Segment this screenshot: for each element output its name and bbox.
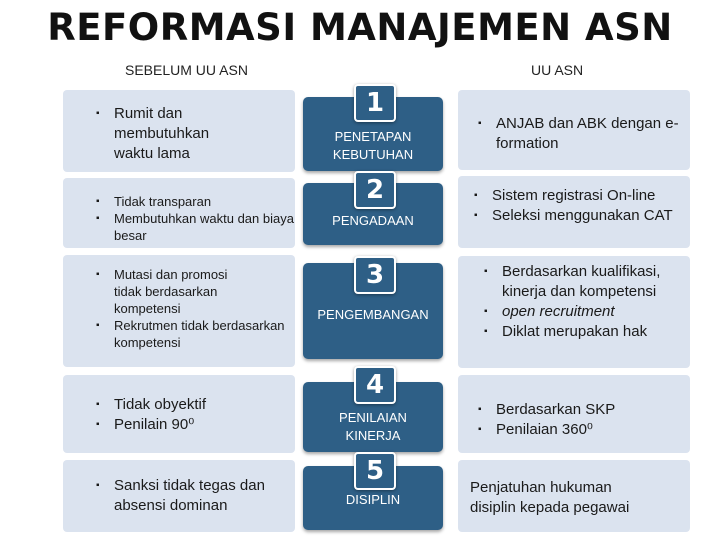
stage-number-1: 1 xyxy=(354,84,396,122)
page-title: REFORMASI MANAJEMEN ASN xyxy=(47,6,673,49)
list-item: ▪ Berdasarkan SKP xyxy=(478,401,616,418)
bullet-icon: ▪ xyxy=(96,196,100,207)
list-item: ▪ open recruitment xyxy=(484,303,615,320)
bullet-icon: ▪ xyxy=(96,419,100,430)
list-item: ▪ Rekrutmen tidak berdasarkan kompetensi xyxy=(96,318,285,350)
stage-label-line: PENGEMBANGAN xyxy=(317,307,429,322)
right-list-4 xyxy=(478,400,688,440)
bullet-icon: ▪ xyxy=(96,213,100,224)
stage-number-4: 4 xyxy=(354,366,396,404)
stage-number-3: 3 xyxy=(354,256,396,294)
bullet-icon: ▪ xyxy=(96,269,100,280)
bullet-icon: ▪ xyxy=(474,190,478,201)
list-item: ▪ ANJAB dan ABK dengan e-formation xyxy=(478,115,679,152)
list-item: ▪ Penilain 90⁰ xyxy=(96,416,195,433)
list-item: ▪ Membutuhkan waktu dan biaya besar xyxy=(96,211,294,243)
stage-label-4 xyxy=(303,409,443,445)
list-item: ▪ Mutasi dan promosi tidak berdasarkan kompetensi xyxy=(96,267,228,316)
left-list-2 xyxy=(96,193,294,244)
list-item: ▪ Sistem registrasi On-line xyxy=(474,187,656,204)
list-item: ▪ Penilaian 360⁰ xyxy=(478,421,593,438)
left-list-4 xyxy=(96,395,286,435)
list-item: ▪ Tidak obyektif xyxy=(96,396,206,413)
bullet-icon: ▪ xyxy=(96,108,100,119)
stage-label-line: PENETAPAN xyxy=(334,129,412,144)
list-item: ▪ Seleksi menggunakan CAT xyxy=(474,207,673,224)
stage-label-line: KEBUTUHAN xyxy=(332,147,414,162)
left-list-3 xyxy=(96,266,286,351)
right-list-1 xyxy=(478,114,688,154)
stage-label-line: DISIPLIN xyxy=(345,492,401,507)
right-text-5: Penjatuhan hukuman disiplin kepada pegawai xyxy=(470,479,630,516)
right-list-2 xyxy=(474,186,688,226)
list-item: ▪ Diklat merupakan hak xyxy=(484,323,648,340)
bullet-icon: ▪ xyxy=(484,306,488,317)
stage-number-2: 2 xyxy=(354,171,396,209)
stage-label-3 xyxy=(303,306,443,324)
list-item: ▪ Sanksi tidak tegas dan absensi dominan xyxy=(96,477,265,514)
list-item: ▪ Berdasarkan kualifikasi, kinerja dan kompetensi xyxy=(484,263,661,300)
bullet-icon: ▪ xyxy=(474,210,478,221)
left-list-5 xyxy=(96,476,292,516)
stage-label-1 xyxy=(303,128,443,164)
stage-number-5: 5 xyxy=(354,452,396,490)
right-list-3 xyxy=(484,262,689,342)
bullet-icon: ▪ xyxy=(484,266,488,277)
left-list-1 xyxy=(96,104,246,164)
stage-label-2 xyxy=(303,212,443,230)
bullet-icon: ▪ xyxy=(478,118,482,129)
left-column-header: SEBELUM UU ASN xyxy=(125,62,248,78)
stage-label-line: PENILAIAN xyxy=(339,410,407,425)
stage-label-line: PENGADAAN xyxy=(332,213,414,228)
stage-label-line: KINERJA xyxy=(345,428,401,443)
list-item: ▪ Tidak transparan xyxy=(96,194,212,209)
bullet-icon: ▪ xyxy=(96,480,100,491)
list-item: ▪ Rumit dan membutuhkan waktu lama xyxy=(96,105,210,162)
bullet-icon: ▪ xyxy=(478,404,482,415)
stage-label-5 xyxy=(303,491,443,509)
right-column-header: UU ASN xyxy=(531,62,584,78)
bullet-icon: ▪ xyxy=(478,424,482,435)
bullet-icon: ▪ xyxy=(96,399,100,410)
bullet-icon: ▪ xyxy=(484,326,488,337)
bullet-icon: ▪ xyxy=(96,320,100,331)
